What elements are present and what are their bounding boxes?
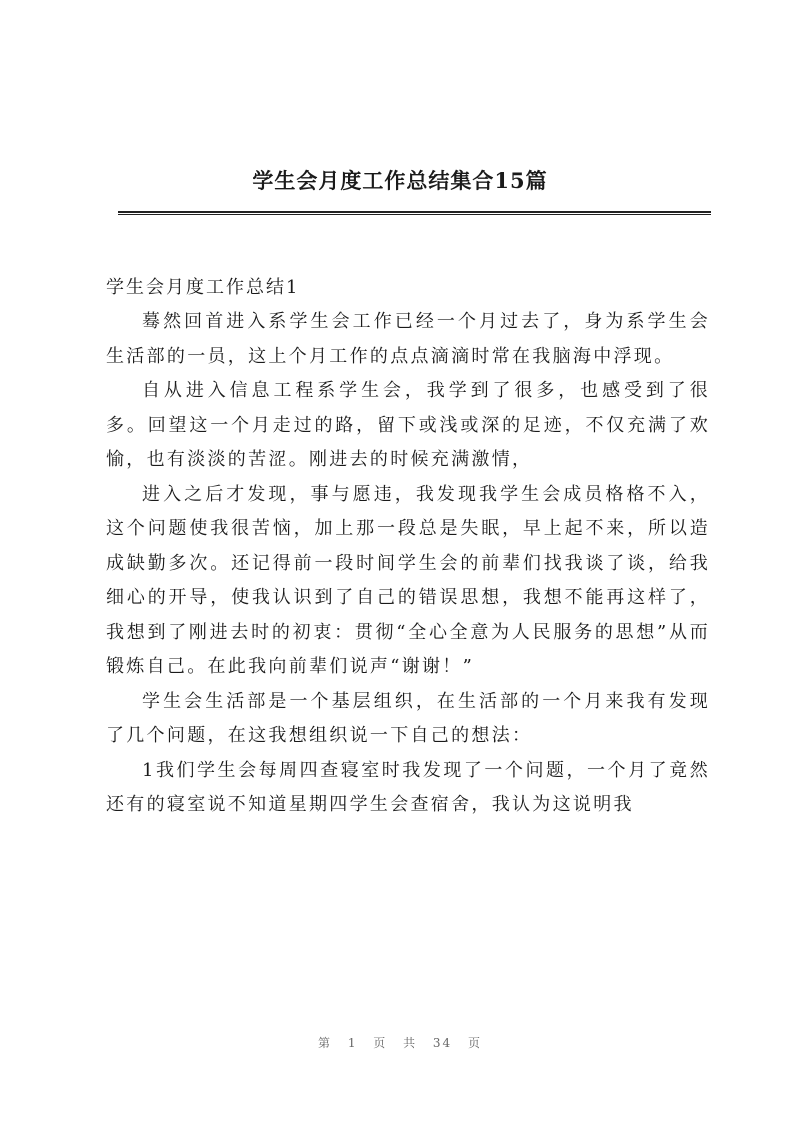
document-title: 学生会月度工作总结集合15篇 (252, 168, 548, 193)
paragraph-1: 蓦然回首进入系学生会工作已经一个月过去了，身为系学生会生活部的一员，这上个月工作的点点滴滴时常在我脑海中浮现。 (106, 311, 710, 367)
paragraph-3: 进入之后才发现，事与愿违，我发现我学生会成员格格不入，这个问题使我很苦恼，加上那一段总是失眠，早上起不来，所以造成缺勤多次。还记得前一段时间学生会的前辈们找我谈了谈，给我细心的开导，使我认识到了自己的错误思想，我想不能再这样了，我想到了刚进去时的初衷：贯彻“全心全意为人民服务的思想”从而锻炼自己。在此我向前辈们说声“谢谢！” (106, 483, 710, 677)
document-body (106, 271, 710, 823)
section-heading: 学生会月度工作总结1 (106, 277, 300, 298)
page-footer: 第 1 页 共 34 页 (318, 1036, 482, 1050)
paragraph-5: 1我们学生会每周四查寝室时我发现了一个问题，一个月了竟然还有的寝室说不知道星期四学生会查宿舍，我认为这说明我 (106, 759, 710, 815)
paragraph-4: 学生会生活部是一个基层组织，在生活部的一个月来我有发现了几个问题，在这我想组织说一下自己的想法： (106, 690, 710, 746)
paragraph-2: 自从进入信息工程系学生会，我学到了很多，也感受到了很多。回望这一个月走过的路，留下或浅或深的足迹，不仅充满了欢愉，也有淡淡的苦涩。刚进去的时候充满激情， (106, 380, 710, 470)
title-divider (118, 211, 711, 215)
